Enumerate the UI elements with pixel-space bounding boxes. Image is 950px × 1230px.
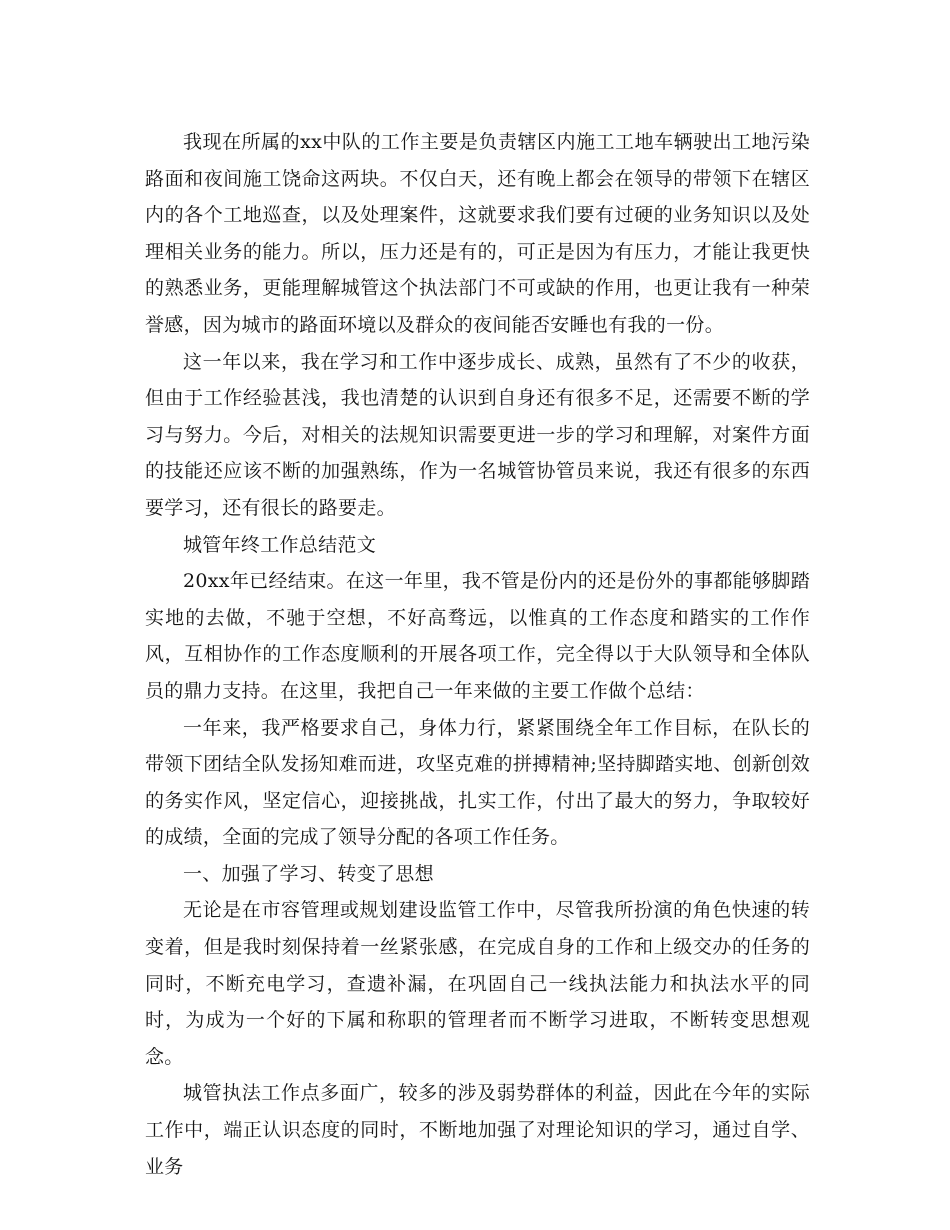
paragraph-learning: 无论是在市容管理或规划建设监管工作中，尽管我所扮演的角色快速的转变着，但是我时刻保持着一丝紧张感，在完成自身的工作和上级交办的任务的同时，不断充电学习，查遗补漏，在巩固自己一线执法能力和执法水平的同时，为成为一个好的下属和称职的管理者而不断学习进取，不断转变思想观念。 xyxy=(145,899,810,1068)
heading-sample-title: 城管年终工作总结范文 xyxy=(183,533,377,556)
document-body xyxy=(145,124,810,1185)
paragraph-year-growth: 这一年以来，我在学习和工作中逐步成长、成熟，虽然有了不少的收获，但由于工作经验甚浅，我也清楚的认识到自身还有很多不足，还需要不断的学习与努力。今后，对相关的法规知识需要更进一步的学习和理解，对案件方面的技能还应该不断的加强熟练，作为一名城管协管员来说，我还有很多的东西要学习，还有很长的路要走。 xyxy=(145,350,810,519)
paragraph-current-duties: 我现在所属的xx中队的工作主要是负责辖区内施工工地车辆驶出工地污染路面和夜间施工饶命这两块。不仅白天，还有晚上都会在领导的带领下在辖区内的各个工地巡查，以及处理案件，这就要求我们要有过硬的业务知识以及处理相关业务的能力。所以，压力还是有的，可正是因为有压力，才能让我更快的熟悉业务，更能理解城管这个执法部门不可或缺的作用，也更让我有一种荣誉感，因为城市的路面环境以及群众的夜间能否安睡也有我的一份。 xyxy=(145,131,810,336)
heading-section-one: 一、加强了学习、转变了思想 xyxy=(183,862,434,885)
paragraph-enforcement: 城管执法工作点多面广，较多的涉及弱势群体的利益，因此在今年的实际工作中，端正认识态度的同时，不断地加强了对理论知识的学习，通过自学、业务 xyxy=(145,1082,810,1178)
paragraph-year-ended: 20xx年已经结束。在这一年里，我不管是份内的还是份外的事都能够脚踏实地的去做，不驰于空想，不好高骛远，以惟真的工作态度和踏实的工作作风，互相协作的工作态度顺利的开展各项工作，完全得以于大队领导和全体队员的鼎力支持。在这里，我把自己一年来做的主要工作做个总结： xyxy=(145,570,810,702)
paragraph-strict-requirements: 一年来，我严格要求自己，身体力行，紧紧围绕全年工作目标，在队长的带领下团结全队发扬知难而进，攻坚克难的拼搏精神;坚持脚踏实地、创新创效的务实作风，坚定信心，迎接挑战，扎实工作，付出了最大的努力，争取较好的成绩，全面的完成了领导分配的各项工作任务。 xyxy=(145,716,810,849)
